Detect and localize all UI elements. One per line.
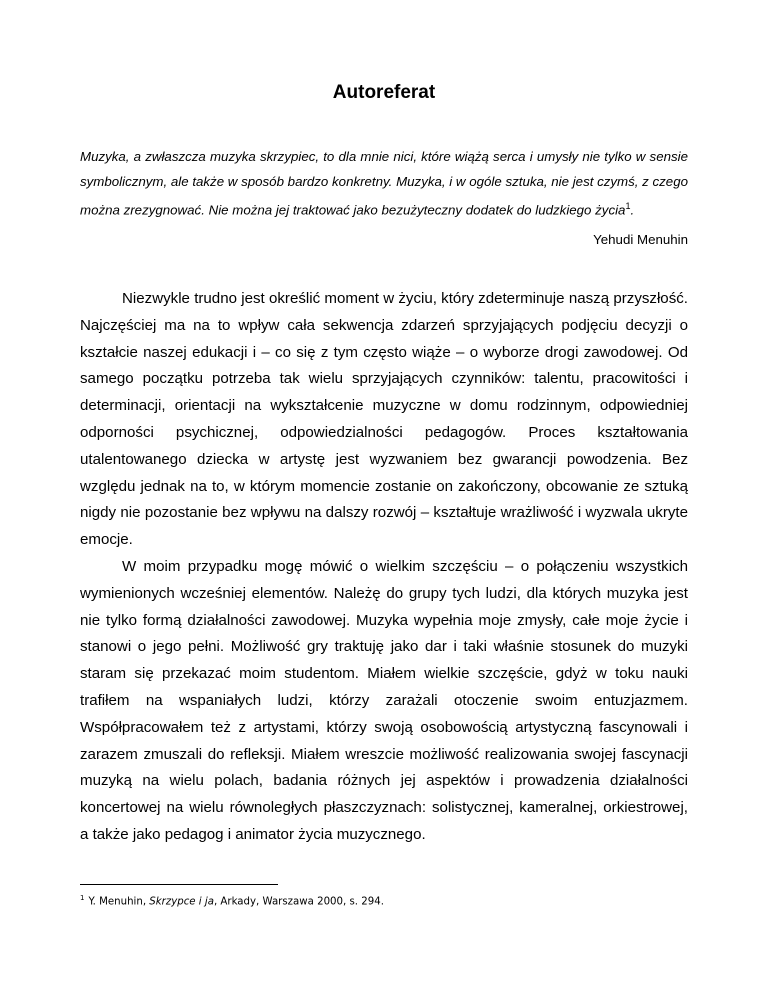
epigraph-quote <box>80 144 688 222</box>
epigraph-text: Muzyka, a zwłaszcza muzyka skrzypiec, to dla mnie nici, które wiążą serca i umysły nie tylko w sensie symbolicznym, ale także w sposób bardzo konkretny. Muzyka, i w ogóle sztuka, nie jest czymś, z czego można zrezygnować. Nie można jej traktować jako bezużyteczny dodatek do ludzkiego życia <box>80 149 688 218</box>
page-title: Autoreferat <box>332 82 436 103</box>
footnote-reference[interactable]: 1 <box>625 201 631 211</box>
paragraph: W moim przypadku mogę mówić o wielkim szczęściu – o połączeniu wszystkich wymienionych wcześniej elementów. Należę do grupy tych ludzi, dla których muzyka jest nie tylko formą działalności zawodowej. Muzyka wypełnia moje zmysły, całe moje życie i stanowi o jego pełni. Możliwość gry traktuję jako dar i taki właśnie stosunek do muzyki staram się przekazać moim studentom. Miałem wielkie szczęście, gdyż w toku nauki trafiłem na wspaniałych ludzi, którzy zarażali otoczenie swoim entuzjazmem. Współpracowałem też z artystami, którzy swoją osobowością artystyczną fascynowali i zarazem zmuszali do refleksji. Miałem wreszcie możliwość realizowania swojej fascynacji muzyką na wielu polach, badania różnych jej aspektów i prowadzenia działalności koncertowej na wielu równoległych płaszczyznach: solistycznej, kameralnej, orkiestrowej, a także jako pedagog i animator życia muzycznego. <box>80 557 688 843</box>
footnote <box>80 894 688 907</box>
epigraph-tail: . <box>630 202 635 218</box>
footnote-divider <box>80 884 278 885</box>
body-text <box>80 286 688 849</box>
footnote-number: 1 <box>80 894 85 902</box>
footnote-author: Y. Menuhin, <box>88 896 150 908</box>
paragraph: Niezwykle trudno jest określić moment w życiu, który zdeterminuje naszą przyszłość. Najczęściej ma na to wpływ cała sekwencja zdarzeń sprzyjających podjęciu decyzji o kształcie naszej edukacji i – co się z tym często wiąże – o wyborze drogi zawodowej. Od samego początku potrzeba tak wielu sprzyjających czynników: talentu, pracowitości i determinacji, orientacji na wykształcenie muzyczne w domu rodzinnym, odpowiedniej odporności psychicznej, odpowiedzialności pedagogów. Proces kształtowania utalentowanego dziecka w artystę jest wyzwaniem bez gwarancji powodzenia. Bez względu jednak na to, w którym momencie zostanie on zakończony, obcowanie ze sztuką nigdy nie pozostanie bez wpływu na dalszy rozwój – kształtuje wrażliwość i wyzwala ukryte emocje. <box>80 290 688 549</box>
footnote-book-title: Skrzypce i ja <box>149 896 214 908</box>
epigraph-author: Yehudi Menuhin <box>593 232 688 247</box>
footnote-details: , Arkady, Warszawa 2000, s. 294. <box>213 896 384 908</box>
